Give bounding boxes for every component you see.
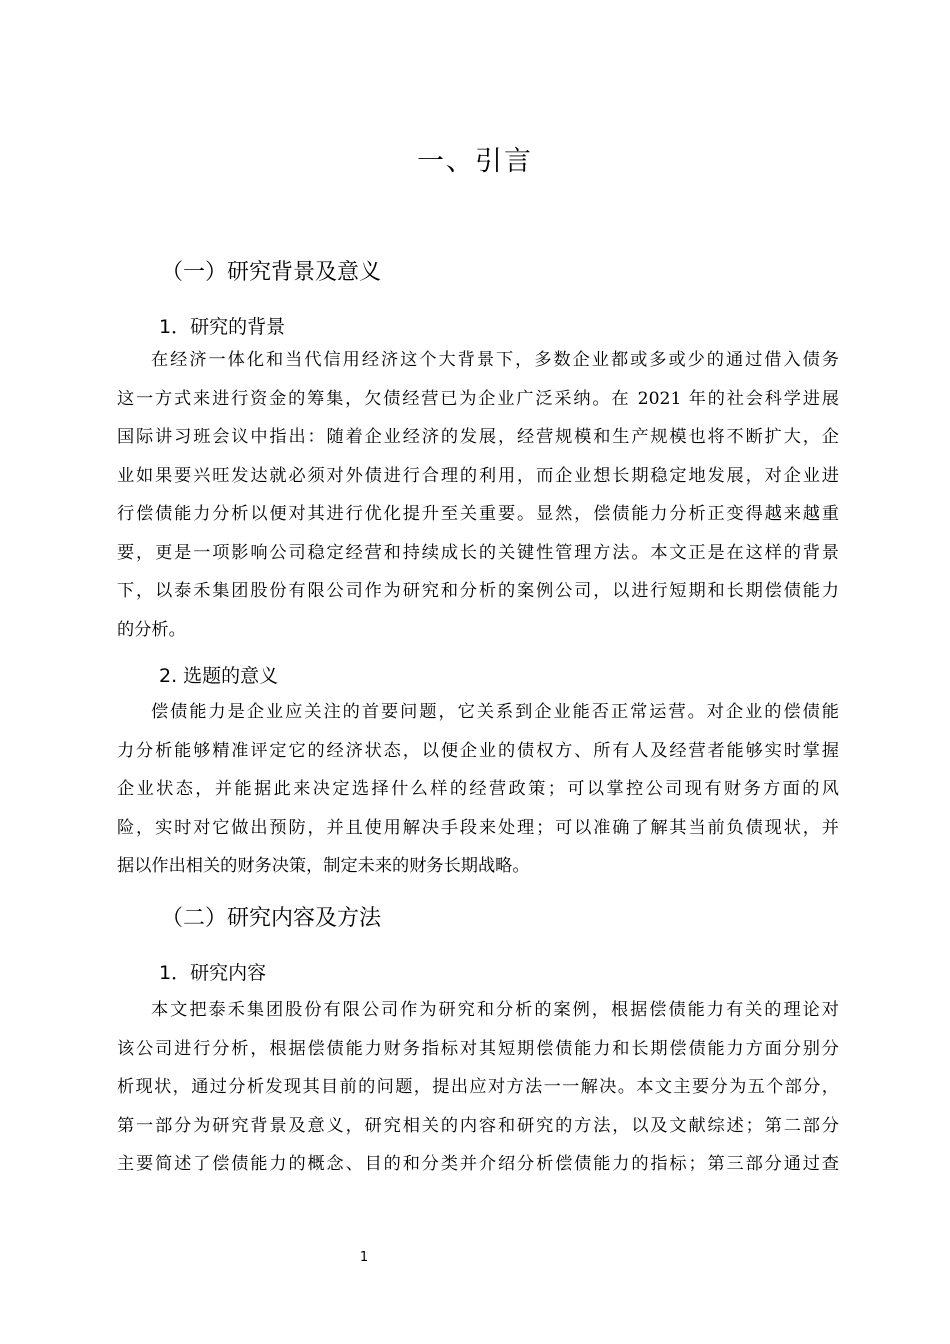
subsection-heading-research-content: 1．研究内容 — [159, 962, 267, 984]
text-line: 国际讲习班会议中指出：随着企业经济的发展，经营规模和生产规模也将不断扩大，企 — [117, 427, 839, 447]
section-heading-background: （一）研究背景及意义 — [161, 260, 382, 285]
text-line: 在经济一体化和当代信用经济这个大背景下，多数企业都或多或少的通过借入债务 — [151, 350, 839, 370]
text-line: 险，实时对它做出预防，并且使用解决手段来处理；可以准确了解其当前负债现状，并 — [117, 817, 839, 838]
chapter-title: 一、引言 — [417, 146, 533, 177]
text-line: 该公司进行分析，根据偿债能力财务指标对其短期偿债能力和长期偿债能力方面分别分 — [117, 1038, 839, 1059]
text-line: 企业状态，并能据此来决定选择什么样的经营政策；可以掌控公司现有财务方面的风 — [117, 779, 839, 799]
section-heading-content-methods: （二）研究内容及方法 — [161, 906, 382, 931]
page-number: 1 — [359, 1250, 369, 1265]
text-line: 要，更是一项影响公司稳定经营和持续成长的关键性管理方法。本文正是在这样的背景 — [117, 542, 839, 563]
text-line: 的分析。 — [117, 619, 186, 640]
paragraph-topic-significance — [117, 693, 839, 886]
text-line: 析现状，通过分析发现其目前的问题，提出应对方法一一解决。本文主要分为五个部分， — [117, 1077, 839, 1097]
text-line: 据以作出相关的财务决策，制定未来的财务长期战略。 — [117, 856, 530, 876]
text-line: 这一方式来进行资金的筹集，欠债经营已为企业广泛采纳。在 2021 年的社会科学进展 — [117, 388, 839, 409]
text-line: 主要简述了偿债能力的概念、目的和分类并介绍分析偿债能力的指标；第三部分通过查 — [117, 1154, 839, 1174]
subsection-heading-research-background: 1．研究的背景 — [159, 316, 286, 338]
subsection-heading-topic-significance: 2. 选题的意义 — [159, 665, 279, 687]
text-line: 力分析能够精准评定它的经济状态，以便企业的债权方、所有人及经营者能够实时掌握 — [117, 740, 839, 761]
paragraph-research-background — [117, 341, 839, 649]
text-line: 第一部分为研究背景及意义，研究相关的内容和研究的方法，以及文献综述；第二部分 — [117, 1115, 839, 1136]
paragraph-research-content — [117, 991, 839, 1184]
text-line: 偿债能力是企业应关注的首要问题，它关系到企业能否正常运营。对企业的偿债能 — [151, 702, 839, 722]
text-line: 本文把泰禾集团股份有限公司作为研究和分析的案例，根据偿债能力有关的理论对 — [151, 1000, 839, 1020]
text-line: 业如果要兴旺发达就必须对外债进行合理的利用，而企业想长期稳定地发展，对企业进 — [117, 465, 839, 486]
text-line: 行偿债能力分析以便对其进行优化提升至关重要。显然，偿债能力分析正变得越来越重 — [117, 504, 839, 524]
text-line: 下，以泰禾集团股份有限公司作为研究和分析的案例公司，以进行短期和长期偿债能力 — [117, 581, 839, 601]
